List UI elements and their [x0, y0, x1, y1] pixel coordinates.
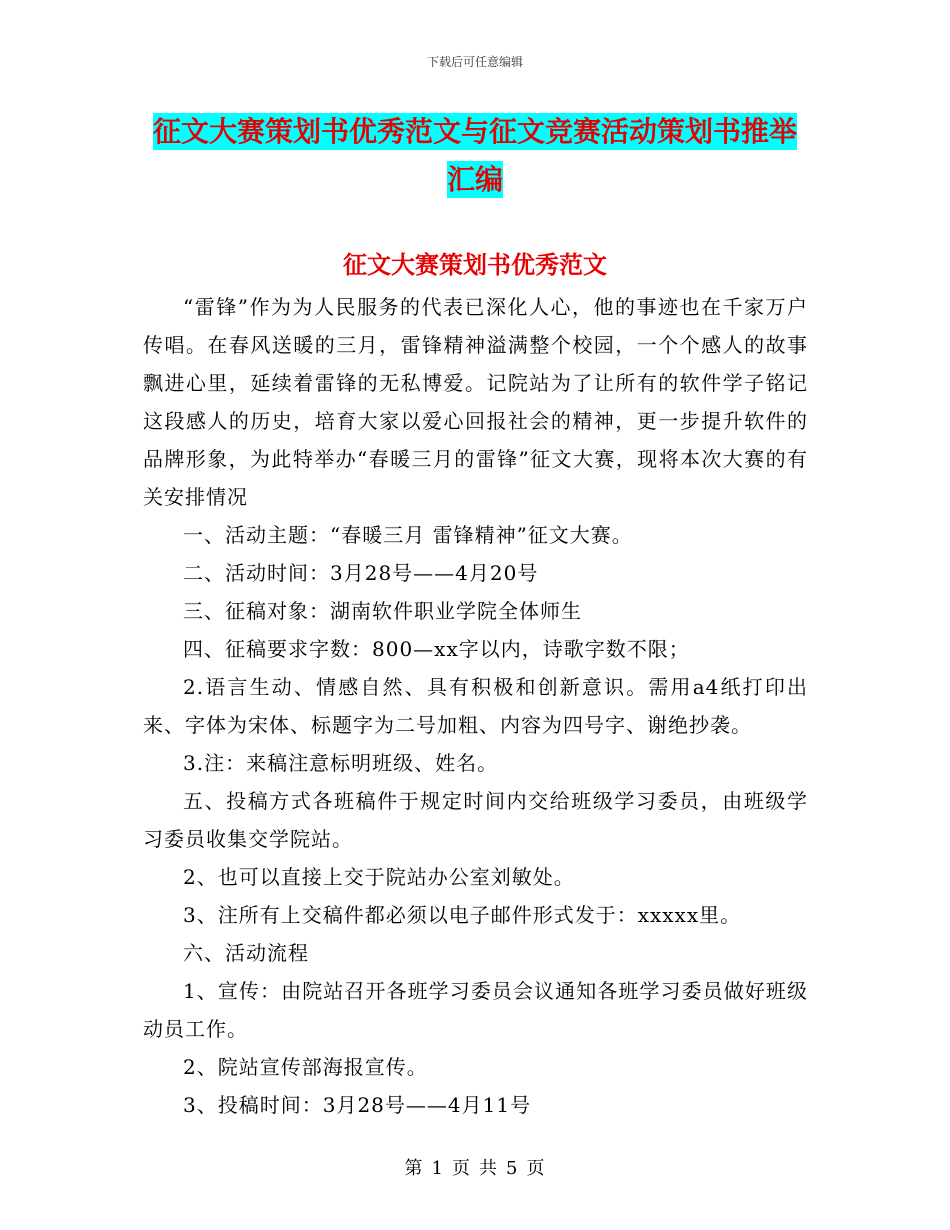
footer-total-prefix: 共	[479, 1158, 498, 1179]
body-paragraph: “雷锋”作为为人民服务的代表已深化人心，他的事迹也在千家万户传唱。在春风送暖的三月，雷锋精神溢满整个校园，一个个感人的故事飘进心里，延续着雷锋的无私博爱。记院站为了让所有的软件学子铭记这段感人的历史，培育大家以爱心回报社会的精神，更一步提升软件的品牌形象，为此特举办“春暖三月的雷锋”征文大赛，现将本次大赛的有关安排情况	[143, 295, 808, 509]
document-body	[143, 288, 808, 1124]
body-paragraph: 四、征稿要求字数：800—xx字以内，诗歌字数不限；	[183, 637, 690, 661]
body-paragraph: 1、宣传：由院站召开各班学习委员会议通知各班学习委员做好班级动员工作。	[143, 979, 808, 1041]
body-paragraph: 三、征稿对象：湖南软件职业学院全体师生	[183, 599, 582, 623]
section-title: 征文大赛策划书优秀范文	[343, 251, 607, 279]
body-paragraph: 六、活动流程	[183, 941, 309, 965]
footer-page-number: 1	[431, 1158, 444, 1179]
body-paragraph: 3、注所有上交稿件都必须以电子邮件形式发于：xxxxx里。	[183, 903, 742, 927]
footer-prefix: 第	[404, 1158, 424, 1179]
body-paragraph: 2、也可以直接上交于院站办公室刘敏处。	[183, 865, 575, 889]
document-title	[145, 108, 805, 204]
document-title-line-2: 汇编	[446, 163, 503, 196]
body-paragraph: 3、投稿时间：3月28号——4月11号	[183, 1093, 532, 1117]
page-footer	[0, 1154, 950, 1180]
body-paragraph: 3.注：来稿注意标明班级、姓名。	[183, 751, 499, 775]
footer-total-pages: 5	[506, 1158, 519, 1179]
footer-page-unit: 页	[452, 1158, 471, 1179]
body-paragraph: 2、院站宣传部海报宣传。	[183, 1055, 428, 1079]
page-header-note: 下载后可任意编辑	[426, 55, 523, 69]
body-paragraph: 2.语言生动、情感自然、具有积极和创新意识。需用a4纸打印出来、字体为宋体、标题字为二号加粗、内容为四号字、谢绝抄袭。	[143, 675, 808, 737]
body-paragraph: 二、活动时间：3月28号——4月20号	[183, 561, 539, 585]
body-paragraph: 一、活动主题：“春暖三月 雷锋精神”征文大赛。	[183, 523, 633, 547]
footer-total-unit: 页	[526, 1158, 546, 1179]
body-paragraph: 五、投稿方式各班稿件于规定时间内交给班级学习委员，由班级学习委员收集交学院站。	[143, 789, 808, 851]
document-title-line-1: 征文大赛策划书优秀范文与征文竞赛活动策划书推举	[152, 115, 797, 148]
